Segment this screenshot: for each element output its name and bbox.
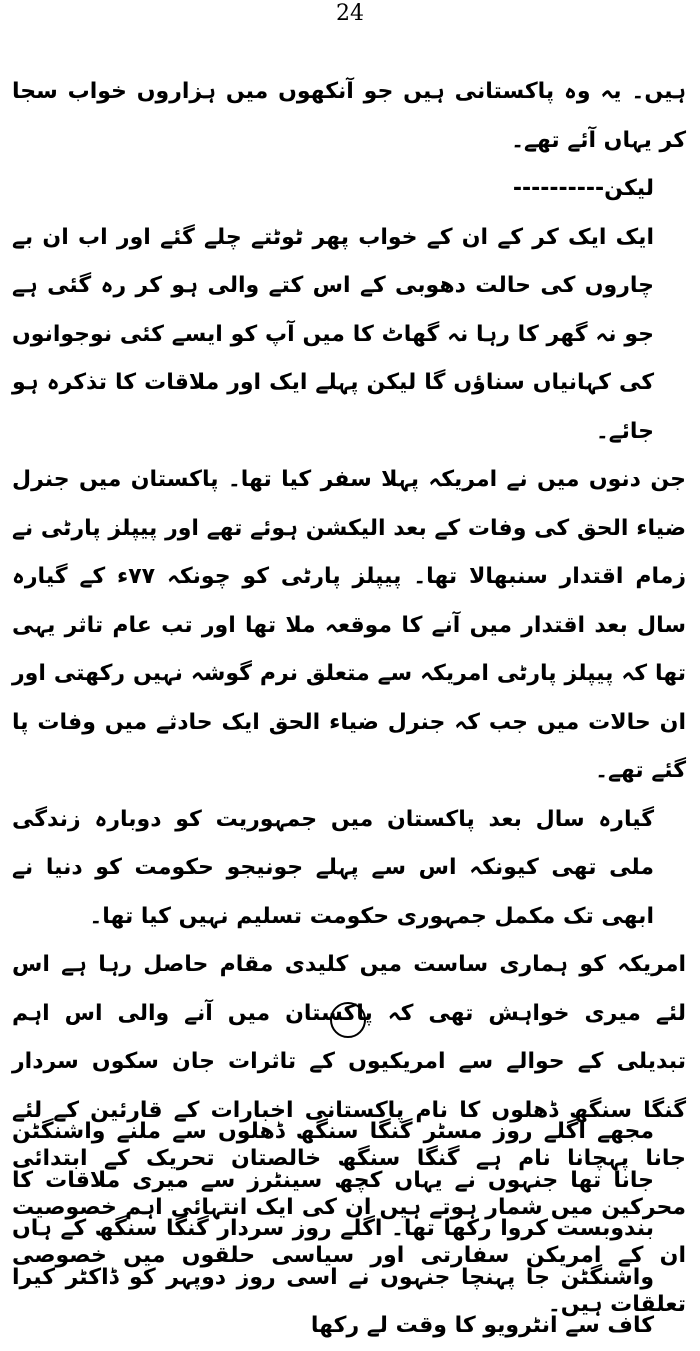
- paragraph-opening: ہیں۔ یہ وہ پاکستانی ہیں جو آنکھوں میں ہزاروں خواب سجا کر یہاں آئے تھے۔: [12, 79, 686, 153]
- paragraph-but: لیکن----------: [512, 176, 654, 201]
- paragraph-america-politics: امریکہ کو ہماری ساست میں کلیدی مقام حاصل رہا ہے اس لئے میری خواہش تھی کہ پاکستان میں آنے والی اس اہم تبدیلی کے حوالے سے امریکیوں کے تاثرات جان سکوں سردار گنگا سنگھ ڈھلوں کا نام پاکستانی اخبارات کے قارئین کے لئے جانا پہچانا نام ہے گنگا سنگھ خالصتان تحریک کے ابتدائی محرکین میں شمار ہوتے ہیں ان کی ایک انتہائی اہم خصوصیت ان کے امریکن سفارتی اور سیاسی حلقوں میں خصوصی تعلقات ہیں۔: [12, 952, 686, 1317]
- paragraph-dreams: ایک ایک کر کے ان کے خواب پھر ٹوٹتے چلے گئے اور اب ان بے چاروں کی حالت دھوبی کے اس کتے والی ہو کر رہ گئی ہے جو نہ گھر کا رہا نہ گھاٹ کا میں آپ کو ایسے کئی نوجوانوں کی کہانیاں سناؤں گا لیکن پہلے ایک اور ملاقات کا تذکرہ ہو جائے۔: [12, 224, 654, 444]
- paragraph-democracy: گیارہ سال بعد پاکستان میں جمہوریت کو دوبارہ زندگی ملی تھی کیونکہ اس سے پہلے جونیجو حکومت کو دنیا نے ابھی تک مکمل جمہوری حکومت تسلیم نہیں کیا تھا۔: [12, 806, 654, 929]
- page-number: 24: [336, 1, 364, 26]
- section-two-text: [12, 1108, 686, 1351]
- paragraph-next-day: مجھے اگلے روز مسٹر گنگا سنگھ ڈھلوں سے ملنے واشنگٹن جانا تھا جنہوں نے یہاں کچھ سینٹرز سے میری ملاقات کا بندوبست کروا رکھا تھا۔ اگلے روز سردار گنگا سنگھ کے ہاں واشنگٹن جا پہنچا جنہوں نے اسی روز دوپہر کو ڈاکٹر کیرا کاف سے انٹرویو کا وقت لے رکھا: [12, 1119, 654, 1338]
- section-divider-circle: [330, 1002, 366, 1038]
- paragraph-first-trip: جن دنوں میں نے امریکہ پہلا سفر کیا تھا۔ پاکستان میں جنرل ضیاء الحق کی وفات کے بعد الیکشن ہوئے تھے اور پیپلز پارٹی نے زمام اقتدار سنبھالا تھا۔ پیپلز پارٹی کو چونکہ ۷۷ء کے گیارہ سال بعد اقتدار میں آنے کا موقعہ ملا تھا اور تب عام تاثر یہی تھا کہ پیپلز پارٹی امریکہ سے متعلق نرم گوشہ نہیں رکھتی اور ان حالات میں جب کہ جنرل ضیاء الحق ایک حادثے میں وفات پا گئے تھے۔: [12, 467, 686, 783]
